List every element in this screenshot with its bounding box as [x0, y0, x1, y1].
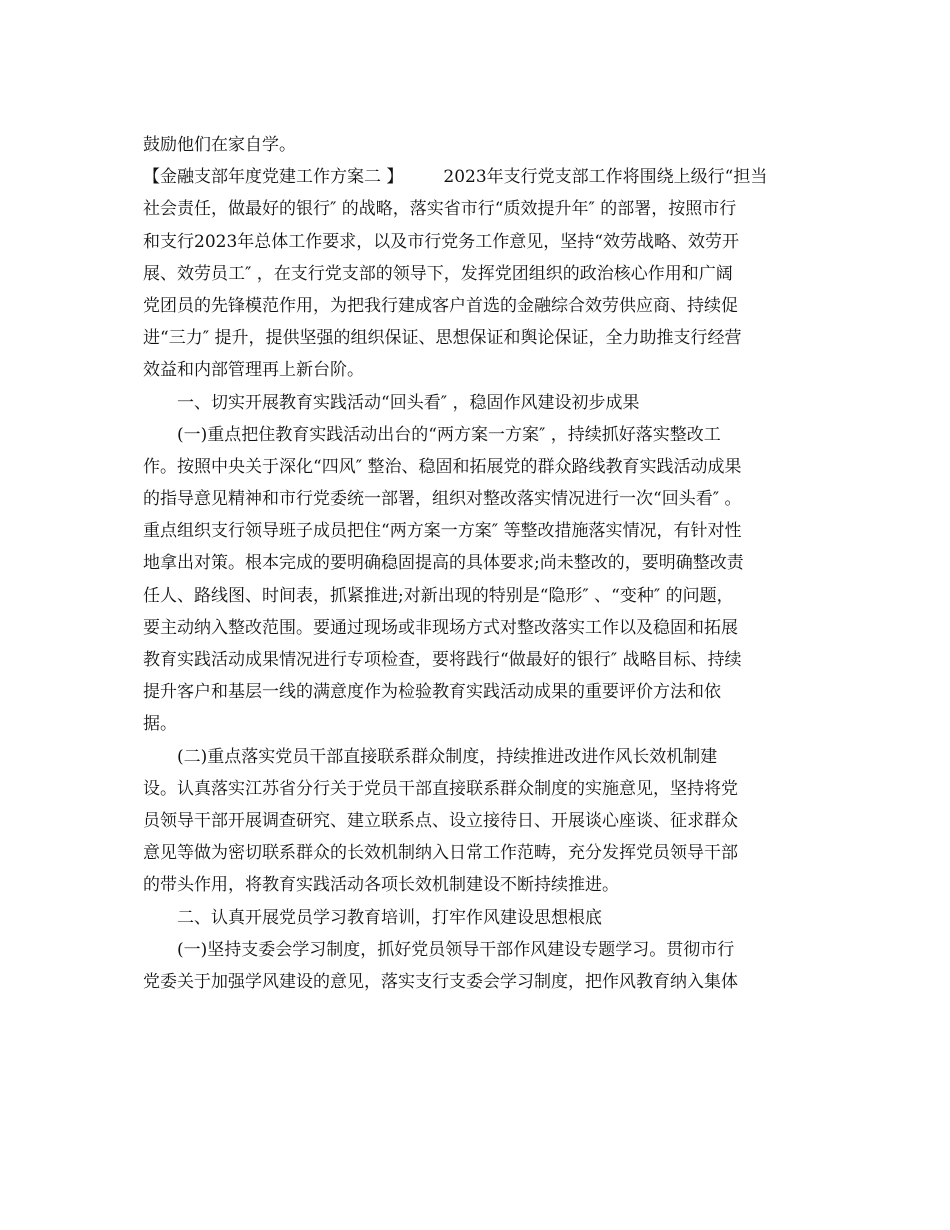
section-heading: 二、认真开展党员学习教育培训，打牢作风建设思想根底 [177, 907, 602, 928]
text-line: 提升客户和基层一线的满意度作为检验教育实践活动成果的重要评价方法和依 [143, 682, 721, 703]
text-line: 鼓励他们在家自学。 [143, 135, 296, 155]
text-line: 的带头作用，将教育实践活动各项长效机制建设不断持续推进。 [143, 875, 619, 896]
text-line: 党委关于加强学风建设的意见，落实支行支委会学习制度，把作风教育纳入集体 [143, 971, 738, 992]
section-heading: 一、切实开展教育实践活动“回头看″ ，稳固作风建设初步成果 [177, 392, 640, 413]
text-line: 党团员的先锋模范作用，为把我行建成客户首选的金融综合效劳供应商、持续促 [143, 295, 738, 316]
text-line: 重点组织支行领导班子成员把住“两方案一方案″ 等整改措施落实情况，有针对性 [143, 521, 742, 542]
text-line: 和支行2023年总体工作要求，以及市行党务工作意见，坚持“效劳战略、效劳开 [143, 231, 739, 252]
text-line: 任人、路线图、时间表，抓紧推进;对新出现的特别是“隐形″ 、“变种″ 的问题， [143, 585, 734, 606]
document-body [143, 129, 805, 998]
text-line: 要主动纳入整改范围。要通过现场或非现场方式对整改落实工作以及稳固和拓展 [143, 617, 738, 638]
text-line: 的指导意见精神和市行党委统一部署，组织对整改落实情况进行一次“回头看″ 。 [143, 489, 742, 510]
subsection-heading: (一)坚持支委会学习制度，抓好党员领导干部作风建设专题学习。贯彻市行 [177, 939, 735, 960]
text-line: 教育实践活动成果情况进行专项检查，要将践行“做最好的银行″ 战略目标、持续 [143, 650, 742, 670]
text-line: 进“三力″ 提升，提供坚强的组织保证、思想保证和舆论保证，全力助推支行经营 [143, 328, 742, 349]
text-line: 作。按照中央关于深化“四风″ 整治、稳固和拓展党的群众路线教育实践活动成果 [143, 456, 742, 477]
text-line: 效益和内部管理再上新台阶。 [143, 360, 364, 381]
section-heading-label: 【金融支部年度党建工作方案二 】 [143, 167, 404, 188]
text-line: 据。 [143, 714, 177, 735]
subsection-heading: (二)重点落实党员干部直接联系群众制度，持续推进改进作风长效机制建 [177, 746, 718, 767]
text-line: 员领导干部开展调查研究、建立联系点、设立接待日、开展谈心座谈、征求群众 [143, 810, 738, 831]
text-line: 展、效劳员工″ ，在支行党支部的领导下，发挥党团组织的政治核心作用和广阔 [143, 263, 733, 284]
heading-line [143, 161, 805, 193]
text-line: 意见等做为密切联系群众的长效机制纳入日常工作范畴，充分发挥党员领导干部 [143, 843, 738, 864]
text-line: 社会责任，做最好的银行″ 的战略，落实省市行“质效提升年″ 的部署，按照市行 [143, 199, 737, 220]
text-line: 设。认真落实江苏省分行关于党员干部直接联系群众制度的实施意见，坚持将党 [143, 778, 738, 799]
subsection-heading: (一)重点把住教育实践活动出台的“两方案一方案″ ，持续抓好落实整改工 [177, 424, 721, 445]
text-line: 地拿出对策。根本完成的要明确稳固提高的具体要求;尚未整改的，要明确整改责 [143, 553, 744, 574]
text-run: 2023年支行党支部工作将围绕上级行“担当 [443, 167, 768, 188]
